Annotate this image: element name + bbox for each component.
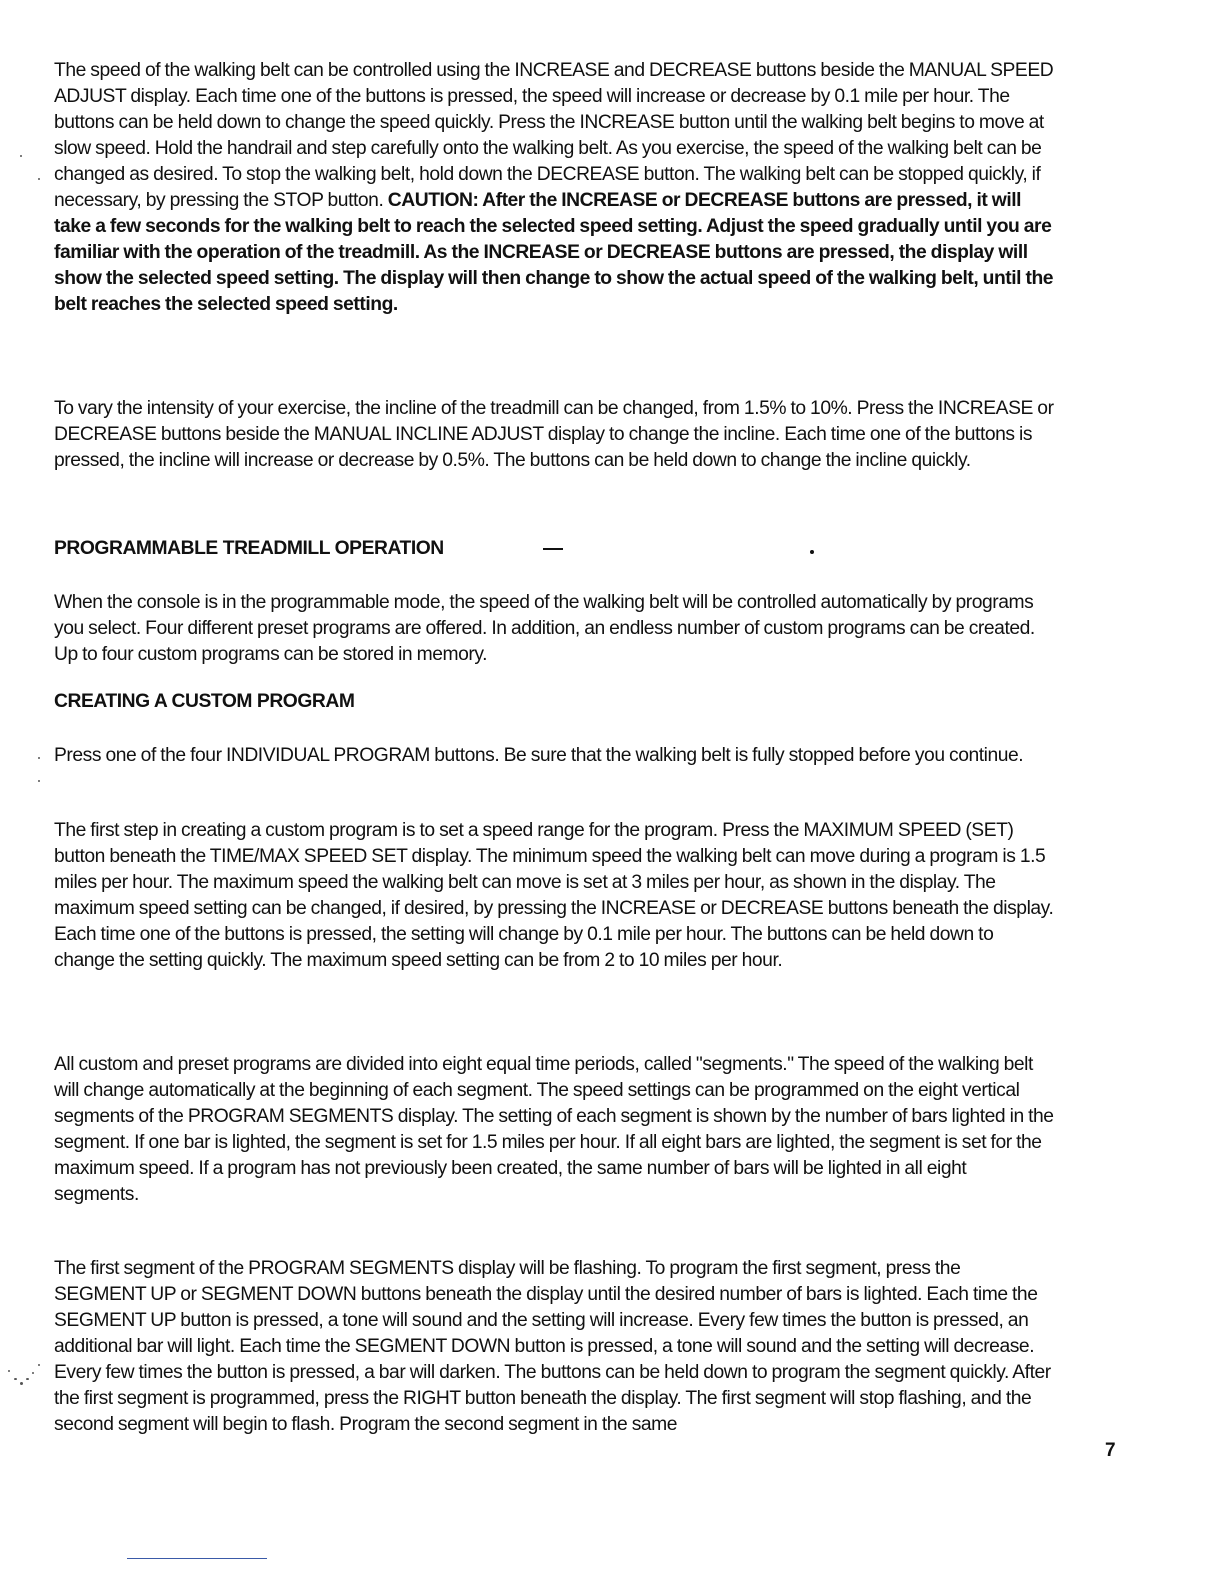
incline-paragraph: To vary the intensity of your exercise, the incline of the treadmill can be changed, from 1.5% to 10%. Press the INCREASE or DECREASE buttons beside the MANUAL INCLINE ADJUST display to change the incline. Each time one of the buttons is pressed, the incline will increase or decrease by 0.5%. The buttons can be held down to change the incline quickly. (54, 398, 1054, 471)
segment-programming-paragraph: The first segment of the PROGRAM SEGMENTS display will be flashing. To program the first segment, press the SEGMENT UP or SEGMENT DOWN buttons beneath the display until the desired number of bars is lighted. Each time the SEGMENT UP button is pressed, a tone will sound and the setting will increase. Every few times the button is pressed, an additional bar will light. Each time the SEGMENT DOWN button is pressed, a tone will sound and the setting will decrease. Every few times the button is pressed, a bar will darken. The buttons can be held down to program the segment quickly. After the first segment is programmed, press the RIGHT button beneath the display. The first segment will stop flashing, and the second segment will begin to flash. Program the second segment in the same (54, 1258, 1051, 1435)
page-number: 7 (1105, 1440, 1116, 1461)
scan-dot-mark (810, 550, 814, 554)
scan-speck (14, 1378, 17, 1380)
scan-speck (38, 1364, 40, 1366)
segments-paragraph: All custom and preset programs are divided into eight equal time periods, called "segments." The speed of the walking belt will change automatically at the beginning of each segment. The speed settings can be programmed on the eight vertical segments of the PROGRAM SEGMENTS display. The setting of each segment is shown by the number of bars lighted in the segment. If one bar is lighted, the segment is set for 1.5 miles per hour. If all eight bars are lighted, the segment is set for the maximum speed. If a program has not previously been created, the same number of bars will be lighted in all eight segments. (54, 1054, 1054, 1205)
programmable-mode-paragraph: When the console is in the programmable mode, the speed of the walking belt will be controlled automatically by programs you select. Four different preset programs are offered. In addition, an endless number of custom programs can be created. Up to four custom programs can be stored in memory. (54, 592, 1035, 665)
speed-range-paragraph: The first step in creating a custom program is to set a speed range for the program. Press the MAXIMUM SPEED (SET) button beneath the TIME/MAX SPEED SET display. The minimum speed the walking belt can move during a program is 1.5 miles per hour. The maximum speed the walking belt can move is set at 3 miles per hour, as shown in the display. The maximum speed setting can be changed, if desired, by pressing the INCREASE or DECREASE buttons beneath the display. Each time one of the buttons is pressed, the setting will change by 0.1 mile per hour. The buttons can be held down to change the setting quickly. The maximum speed setting can be from 2 to 10 miles per hour. (54, 820, 1054, 971)
individual-program-paragraph: Press one of the four INDIVIDUAL PROGRAM buttons. Be sure that the walking belt is fully stopped before you continue. (54, 745, 1024, 766)
scan-speck (20, 1382, 23, 1385)
scan-speck (38, 757, 40, 759)
manual-speed-text: The speed of the walking belt can be controlled using the INCREASE and DECREASE buttons beside the MANUAL SPEED ADJUST display. Each time one of the buttons is pressed, the speed will increase or decrease by 0.1 mile per hour. The buttons can be held down to change the speed quickly. Press the INCREASE button until the walking belt begins to move at slow speed. Hold the handrail and step carefully onto the walking belt. As you exercise, the speed of the walking belt can be changed as desired. To stop the walking belt, hold down the DECREASE button. The walking belt can be stopped quickly, if necessary, by pressing the STOP button. (54, 60, 1054, 211)
section-heading-custom-program: CREATING A CUSTOM PROGRAM (54, 691, 355, 712)
section-heading-programmable: PROGRAMMABLE TREADMILL OPERATION (54, 538, 444, 559)
manual-speed-paragraph (54, 58, 1054, 318)
caution-text: CAUTION: After the INCREASE or DECREASE buttons are pressed, it will take a few seconds for the walking belt to reach the selected speed setting. Adjust the speed gradually until you are familiar with the operation of the treadmill. As the INCREASE or DECREASE buttons are pressed, the display will show the selected speed setting. The display will then change to show the actual speed of the walking belt, until the belt reaches the selected speed setting. (54, 190, 1054, 315)
footer-line (127, 1558, 267, 1559)
scan-speck (38, 780, 40, 782)
scan-speck (38, 178, 40, 180)
scan-speck (26, 1378, 29, 1380)
scan-speck (20, 155, 22, 157)
scan-speck (32, 1372, 34, 1374)
scan-speck (8, 1370, 10, 1372)
scan-dash-mark (543, 548, 563, 550)
